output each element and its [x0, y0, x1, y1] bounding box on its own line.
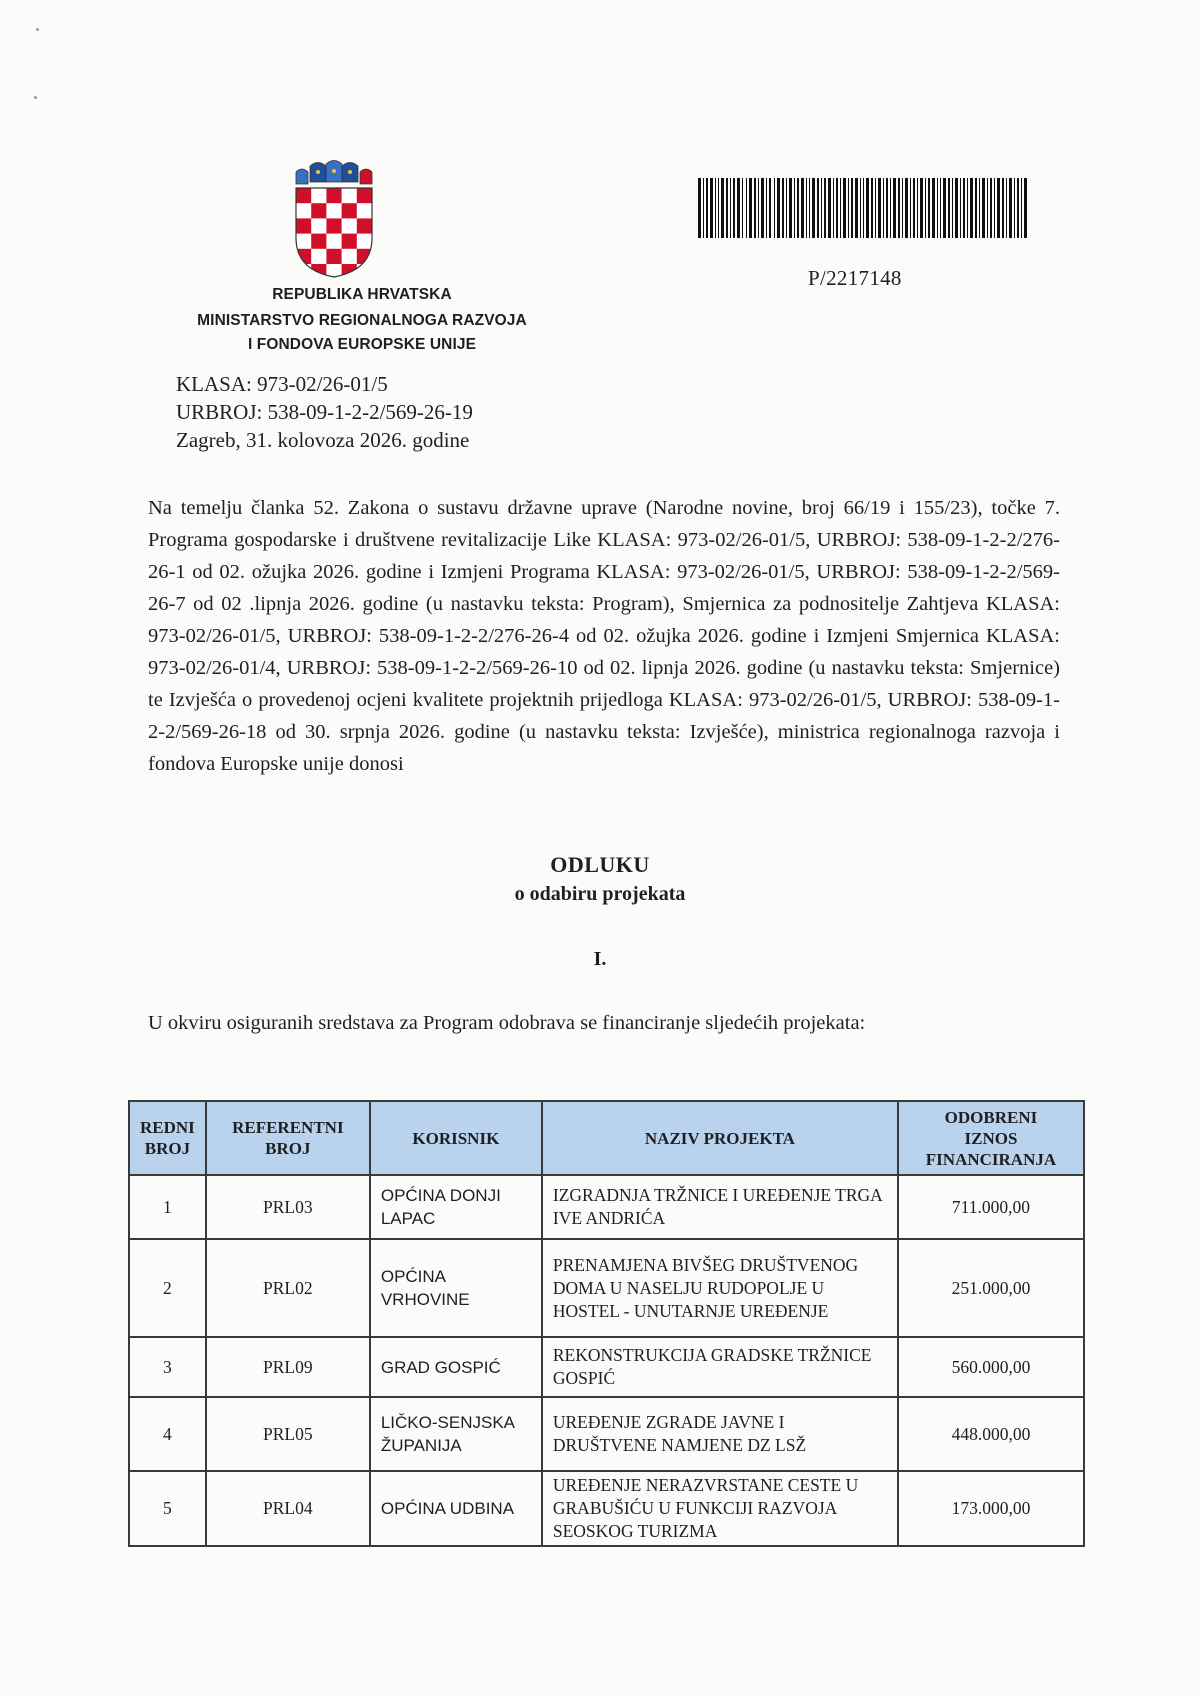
klasa-number: KLASA: 973-02/26-01/5 — [176, 372, 388, 396]
cell-amount: 560.000,00 — [898, 1337, 1084, 1397]
cell-user: OPĆINA VRHOVINE — [370, 1239, 542, 1337]
header-korisnik: KORISNIK — [370, 1101, 542, 1175]
cell-amount: 251.000,00 — [898, 1239, 1084, 1337]
projects-table — [128, 1100, 1085, 1547]
cell-ref: PRL03 — [206, 1175, 370, 1239]
cell-ref: PRL09 — [206, 1337, 370, 1397]
cell-num: 5 — [129, 1471, 206, 1546]
cell-num: 3 — [129, 1337, 206, 1397]
cell-project-name: REKONSTRUKCIJA GRADSKE TRŽNICE GOSPIĆ — [542, 1337, 898, 1397]
section-number: I. — [593, 948, 607, 970]
ministry-name-line2: I FONDOVA EUROPSKE UNIJE — [247, 336, 477, 353]
cell-amount: 448.000,00 — [898, 1397, 1084, 1471]
table-row — [129, 1397, 1084, 1471]
header-text: IZNOS — [964, 1128, 1018, 1148]
header-text: ODOBRENI — [944, 1107, 1038, 1127]
table-row — [129, 1337, 1084, 1397]
scan-speck — [34, 96, 37, 99]
document-number: P/2217148 — [808, 266, 902, 290]
cell-user: GRAD GOSPIĆ — [370, 1337, 542, 1397]
table-row — [129, 1471, 1084, 1546]
table-header-row — [129, 1101, 1084, 1175]
header-referentni-broj — [206, 1101, 370, 1175]
cell-amount: 173.000,00 — [898, 1471, 1084, 1546]
cell-ref: PRL05 — [206, 1397, 370, 1471]
header-text: BROJ — [144, 1139, 191, 1158]
header-odobreni-iznos — [898, 1101, 1084, 1175]
cell-project-name: UREĐENJE ZGRADE JAVNE I DRUŠTVENE NAMJENE DZ LSŽ — [542, 1397, 898, 1471]
cell-ref: PRL02 — [206, 1239, 370, 1337]
preamble-paragraph: Na temelju članka 52. Zakona o sustavu državne uprave (Narodne novine, broj 66/19 i 155/23), točke 7. Programa gospodarske i društvene revitalizacije Like KLASA: 973-02/26-01/5, URBROJ: 538-09-1-2-2/276-26-1 od 02. ožujka 2026. godine i Izmjeni Programa KLASA: 973-02/26-01/5, URBROJ: 538-09-1-2-2/569-26-7 od 02 .lipnja 2026. godine (u nastavku teksta: Program), Smjernica za podnositelje Zahtjeva KLASA: 973-02/26-01/5, URBROJ: 538-09-1-2-2/276-26-4 od 02. ožujka 2026. godine i Izmjeni Smjernica KLASA: 973-02/26-01/4, URBROJ: 538-09-1-2-2/569-26-10 od 02. lipnja 2026. godine (u nastavku teksta: Smjernice) te Izvješća o provedenoj ocjeni kvalitete projektnih prijedloga KLASA: 973-02/26-01/5, URBROJ: 538-09-1-2-2/569-26-18 od 30. srpnja 2026. godine (u nastavku teksta: Izvješće), ministrica regionalnoga razvoja i fondova Europske unije donosi — [148, 497, 1060, 775]
header-text: FINANCIRANJA — [925, 1149, 1057, 1169]
cell-amount: 711.000,00 — [898, 1175, 1084, 1239]
table-row — [129, 1175, 1084, 1239]
country-name: REPUBLIKA HRVATSKA — [272, 286, 452, 303]
table-row — [129, 1239, 1084, 1337]
decision-title: ODLUKU — [550, 852, 650, 877]
header-text: REDNI — [140, 1118, 195, 1137]
cell-num: 4 — [129, 1397, 206, 1471]
header-text: REFERENTNI — [232, 1118, 344, 1137]
header-redni-broj — [129, 1101, 206, 1175]
ministry-name-line1: MINISTARSTVO REGIONALNOGA RAZVOJA — [197, 312, 527, 329]
cell-project-name: UREĐENJE NERAZVRSTANE CESTE U GRABUŠIĆU U FUNKCIJI RAZVOJA SEOSKOG TURIZMA — [542, 1471, 898, 1546]
cell-project-name: PRENAMJENA BIVŠEG DRUŠTVENOG DOMA U NASELJU RUDOPOLJE U HOSTEL - UNUTARNJE UREĐENJE — [542, 1239, 898, 1337]
croatian-coat-of-arms-icon — [292, 160, 376, 278]
decision-subtitle: o odabiru projekata — [514, 883, 686, 905]
header-text: BROJ — [265, 1139, 311, 1158]
cell-num: 2 — [129, 1239, 206, 1337]
cell-user: OPĆINA DONJI LAPAC — [370, 1175, 542, 1239]
barcode-icon — [698, 178, 1028, 238]
cell-project-name: IZGRADNJA TRŽNICE I UREĐENJE TRGA IVE ANDRIĆA — [542, 1175, 898, 1239]
place-and-date: Zagreb, 31. kolovoza 2026. godine — [176, 428, 470, 452]
scan-speck — [36, 28, 39, 31]
cell-num: 1 — [129, 1175, 206, 1239]
intro-sentence: U okviru osiguranih sredstava za Program odobrava se financiranje sljedećih projekata: — [148, 1012, 866, 1034]
header-naziv-projekta: NAZIV PROJEKTA — [542, 1101, 898, 1175]
cell-ref: PRL04 — [206, 1471, 370, 1546]
cell-user: LIČKO-SENJSKA ŽUPANIJA — [370, 1397, 542, 1471]
urbroj-number: URBROJ: 538-09-1-2-2/569-26-19 — [176, 400, 473, 424]
cell-user: OPĆINA UDBINA — [370, 1471, 542, 1546]
